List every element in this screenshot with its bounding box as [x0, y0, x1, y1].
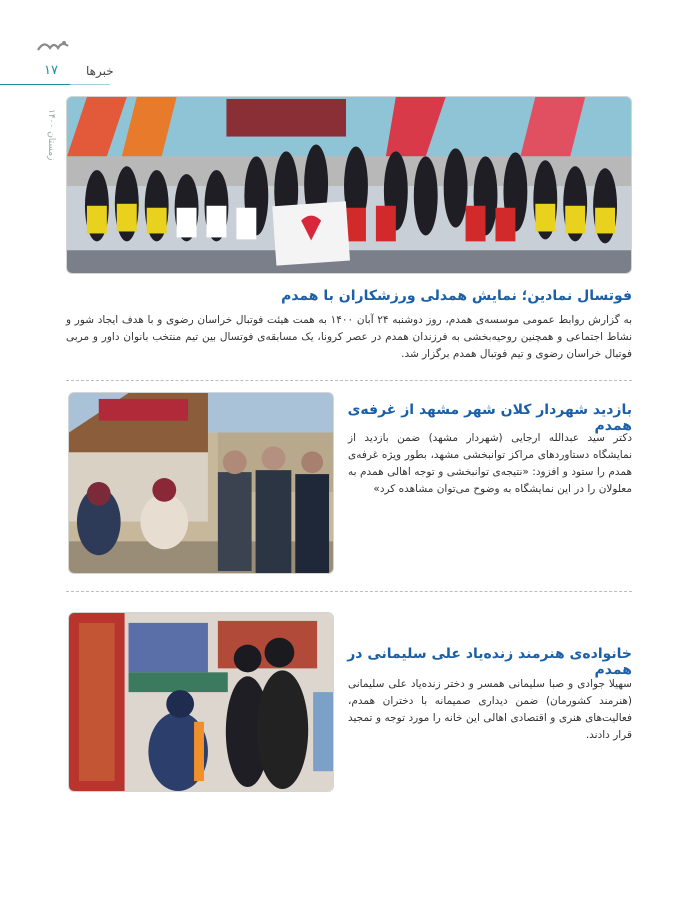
artist-family-photo: [68, 612, 334, 792]
article-title-futsal: فوتسال نمادین؛ نمایش همدلی ورزشکاران با همدم: [281, 288, 632, 304]
divider: [66, 380, 632, 381]
divider: [66, 591, 632, 592]
header-rule: [0, 84, 70, 85]
mayor-visit-photo: [68, 392, 334, 574]
page-number: ۱۷: [44, 63, 58, 78]
header-rule-light: [70, 84, 110, 85]
article-body-futsal: به گزارش روابط عمومی موسسه‌ی همدم، روز دوشنبه ۲۴ آبان ۱۴۰۰ به همت هیئت فوتبال خراسان رضوی و با هدف ایجاد شور و نشاط اجتماعی و همچنین روحیه‌بخشی به فرزندان همدم در عصر کرونا، یک مسابقه‌ی فوتسال بین تیم منتخب بانوان داور و مربی فوتبال خراسان رضوی و تیم فوتبال همدم برگزار شد.: [66, 314, 632, 360]
futsal-team-photo: [66, 96, 632, 274]
article-title-mayor: بازدید شهردار کلان شهر مشهد از غرفه‌ی همدم: [347, 402, 632, 434]
article-title-artist-family: خانواده‌ی هنرمند زنده‌یاد علی سلیمانی در همدم: [347, 646, 632, 678]
hamdam-logo: [36, 38, 70, 54]
section-name: خبرها: [86, 64, 114, 78]
article-body-mayor: دکتر سید عبدالله ارجایی (شهردار مشهد) ضمن بازدید از نمایشگاه دستاوردهای مراکز توانبخشی مشهد، بطور ویژه غرفه‌ی همدم را ستود و افزود: «نتیجه‌ی توانبخشی و توجه اهالی همدم به معلولان را در این نمایشگاه به وضوح می‌توان مشاهده کرد»: [348, 432, 632, 495]
issue-label: زمستان ۱۴۰۰: [46, 108, 56, 160]
article-body-artist-family: سهیلا جوادی و صبا سلیمانی همسر و دختر زنده‌یاد علی سلیمانی (هنرمند کشورمان) ضمن دیداری صمیمانه با دختران همدم، فعالیت‌های هنری و اقتصادی اهالی این خانه را مورد توجه و تمجید قرار دادند.: [348, 678, 632, 741]
